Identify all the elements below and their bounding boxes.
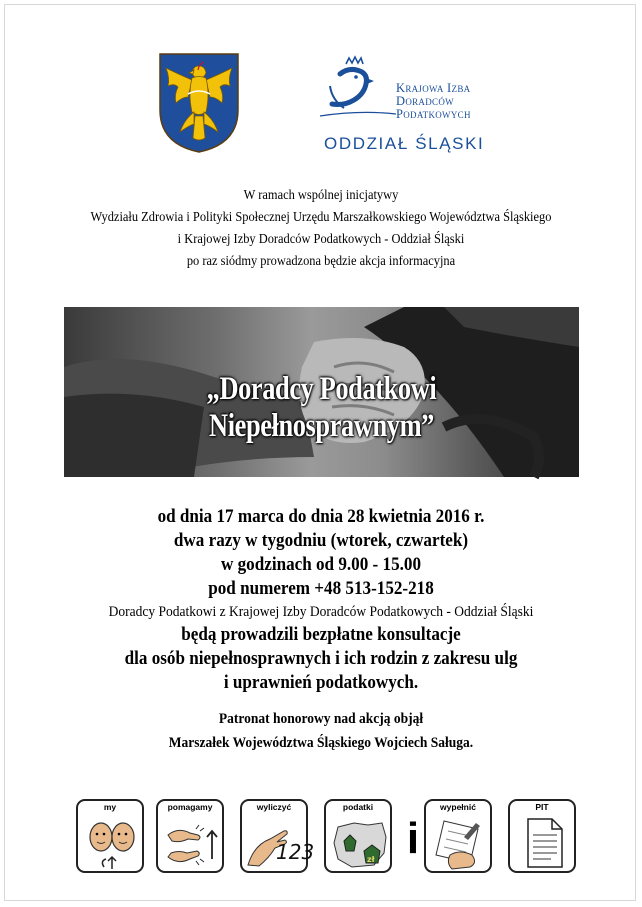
patronage-line: Patronat honorowy nad akcją objął (218, 711, 424, 727)
counting-digits: 123 (276, 840, 315, 864)
pictogram-podatki (324, 799, 392, 873)
pictogram-label: PIT (535, 802, 549, 812)
kidp-name-line: Krajowa Izba (396, 81, 471, 95)
kidp-eagle-icon (316, 56, 396, 120)
banner-title: „Doradcy Podatkowi Niepełnosprawnym” (206, 371, 437, 444)
patronage-line: Marszałek Województwa Śląskiego Wojciech Saługa. (168, 735, 474, 751)
document-icon (514, 815, 574, 871)
pictogram-wyliczyc (240, 799, 315, 873)
fill-in-form-icon (430, 815, 490, 871)
intro-line: po raz siódmy prowadzona będzie akcja informacyjna (186, 253, 456, 268)
counting-hand-icon (246, 815, 315, 871)
event-who: Doradcy Podatkowi z Krajowej Izby Doradców Podatkowych - Oddział Śląski (108, 604, 534, 620)
we-eggs-icon (82, 815, 142, 871)
intro-line: Wydziału Zdrowia i Polityki Społecznej Urzędu Marszałkowskiego Województwa Śląskiego (90, 209, 552, 224)
pictogram-label: podatki (342, 802, 374, 812)
silesia-eagle-coat-of-arms-icon (158, 52, 240, 154)
kidp-name-line: Podatkowych (396, 107, 471, 121)
event-what-line: dla osób niepełnosprawnych i ich rodzin z zakresu ulg (124, 648, 518, 669)
event-hours: w godzinach od 9.00 - 15.00 (221, 554, 421, 575)
pictogram-wypelnic (424, 799, 492, 873)
kidp-branch: ODDZIAŁ ŚLĄSKI (324, 134, 485, 153)
kidp-name (396, 82, 471, 121)
event-dates: od dnia 17 marca do dnia 28 kwietnia 2016 r. (157, 506, 485, 527)
pictogram-label: my (103, 802, 117, 812)
event-days: dwa razy w tygodniu (wtorek, czwartek) (173, 530, 469, 551)
intro-line: i Krajowej Izby Doradców Podatkowych - Oddział Śląski (177, 231, 465, 246)
intro-text (26, 184, 617, 272)
event-what-line: i uprawnień podatkowych. (223, 672, 419, 693)
event-what-line: będą prowadzili bezpłatne konsultacje (181, 624, 461, 645)
tax-map-money-icon (330, 815, 390, 871)
pictogram-conjunction: i (406, 814, 420, 863)
intro-line: W ramach wspólnej inicjatywy (243, 187, 399, 202)
event-phone: pod numerem +48 513-152-218 (208, 578, 434, 599)
kidp-logo (316, 56, 496, 156)
pictogram-pit (508, 799, 576, 873)
handshake-banner (64, 307, 579, 477)
pictogram-row (76, 799, 576, 875)
pictogram-pomagamy (156, 799, 224, 873)
kidp-name-line: Doradców (396, 94, 454, 108)
tax-amount-label: zł (367, 855, 375, 864)
pictogram-label: wyliczyć (256, 802, 292, 812)
pictogram-label: pomagamy (167, 802, 213, 812)
pictogram-label: wypełnić (440, 802, 476, 812)
pictogram-my (76, 799, 144, 873)
event-details (32, 505, 610, 755)
helping-hands-icon (162, 815, 222, 871)
